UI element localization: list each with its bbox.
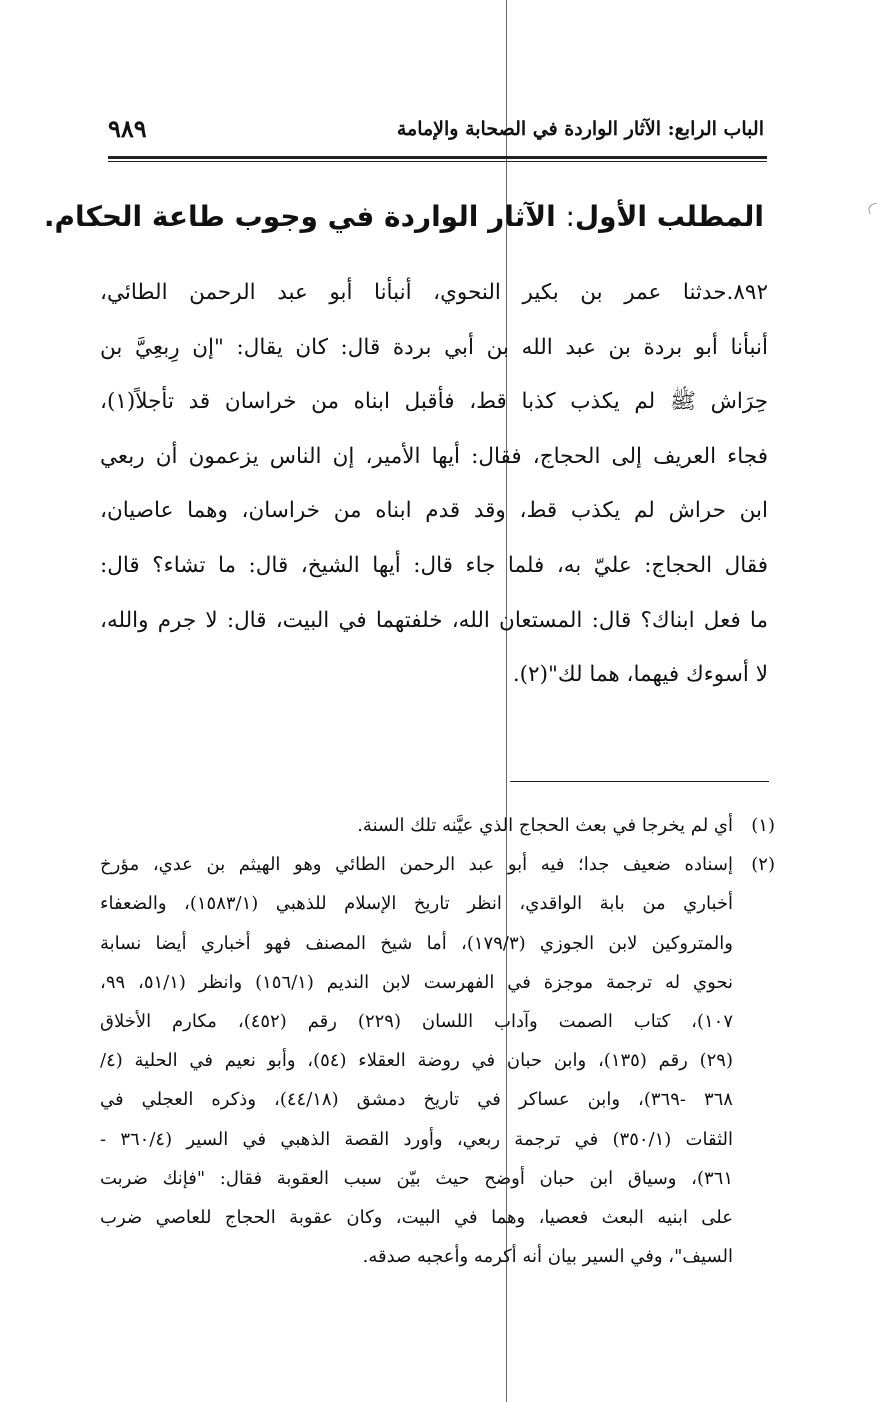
body-line: ما فعل ابناك؟ قال: المستعان الله، خلفتهما في البيت، قال: لا جرم والله،: [100, 607, 768, 633]
footnote-line: السيف"، وفي السير بيان أنه أكرمه وأعجبه صدقه.: [362, 1246, 733, 1268]
footnote-number: (٢): [751, 854, 775, 876]
body-line: حِرَاش ﷺ لم يكذب كذبا قط، فأقبل ابناه من خراسان قد تأجلاً(١)،: [100, 389, 768, 415]
chapter-title: الباب الرابع: الآثار الواردة في الصحابة والإمامة: [396, 118, 764, 140]
footnotes: [100, 806, 775, 1276]
body-line: ابن حراش لم يكذب قط، وقد قدم ابناه من خراسان، وهما عاصيان،: [100, 498, 768, 524]
page-number: ٩٨٩: [108, 114, 147, 143]
section-title: [44, 200, 764, 233]
footnote: [100, 806, 775, 845]
section-title-rest: الآثار الواردة في وجوب طاعة الحكام.: [43, 200, 566, 233]
footnote-line: أخباري من بابة الواقدي، انظر تاريخ الإسلام للذهبي (١٥٨٣/١)، والضعفاء: [100, 893, 734, 915]
body-line: فقال الحجاج: عليّ به، فلما جاء قال: أيها الشيخ، قال: ما تشاء؟ قال:: [100, 552, 768, 578]
footnote-separator: [510, 781, 769, 782]
footnote-line: على ابنيه البعث فعصيا، وهما في البيت، وكان عقوبة الحجاج للعاصي ضرب: [100, 1206, 733, 1228]
footnote-line: ١٠٧)، كتاب الصمت وآداب اللسان (٢٢٩) رقم (٤٥٢)، مكارم الأخلاق: [100, 1010, 733, 1032]
body-line: فجاء العريف إلى الحجاج، فقال: أيها الأمير، إن الناس يزعمون أن ربعي: [100, 443, 768, 469]
margin-mark: [867, 203, 879, 215]
section-title-lead: المطلب الأول: [574, 200, 764, 233]
footnote: [100, 845, 775, 1276]
body-line: لا أسوءك فيهما، هما لك"(٢).: [512, 662, 768, 688]
footnote-line: (٢٩) رقم (١٣٥)، وابن حبان في روضة العقلاء (٥٤)، وأبو نعيم في الحلية (٤/: [100, 1050, 734, 1072]
section-title-colon: :: [565, 200, 575, 233]
body-line: ٨٩٢.حدثنا عمر بن بكير النحوي، أنبأنا أبو عبد الرحمن الطائي،: [100, 280, 768, 305]
footnote-line: نحوي له ترجمة موجزة في الفهرست لابن النديم (١٥٦/١) وانظر (٥١/١، ٩٩،: [100, 971, 734, 993]
running-header: [108, 114, 764, 152]
body-line: أنبأنا أبو بردة بن عبد الله بن أبي بردة قال: كان يقال: "إن رِبعِيَّ بن: [100, 334, 768, 360]
footnote-number: (١): [751, 815, 775, 836]
footnote-line: إسناده ضعيف جدا؛ فيه أبو عبد الرحمن الطائي وهو الهيثم بن عدي، مؤرخ: [100, 854, 733, 876]
footnote-line: الثقات (٣٥٠/١) في ترجمة ربعي، وأورد القصة الذهبي في السير (٣٦٠/٤ -: [100, 1128, 733, 1150]
footnote-line: ٣٦١)، وسياق ابن حبان أوضح حيث بيّن سبب العقوبة فقال: "فإنك ضربت: [100, 1167, 733, 1189]
narration-paragraph: [100, 266, 768, 703]
footnote-line: ٣٦٨ -٣٦٩)، وابن عساكر في تاريخ دمشق (٤٤/١٨)، وذكره العجلي في: [100, 1089, 733, 1111]
footnote-line: والمتروكين لابن الجوزي (١٧٩/٣)، أما شيخ المصنف فهو أخباري أيضا نسابة: [100, 932, 733, 954]
header-rule: [108, 156, 767, 162]
footnote-line: أي لم يخرجا في بعث الحجاج الذي عيَّنه تلك السنة.: [357, 815, 733, 836]
